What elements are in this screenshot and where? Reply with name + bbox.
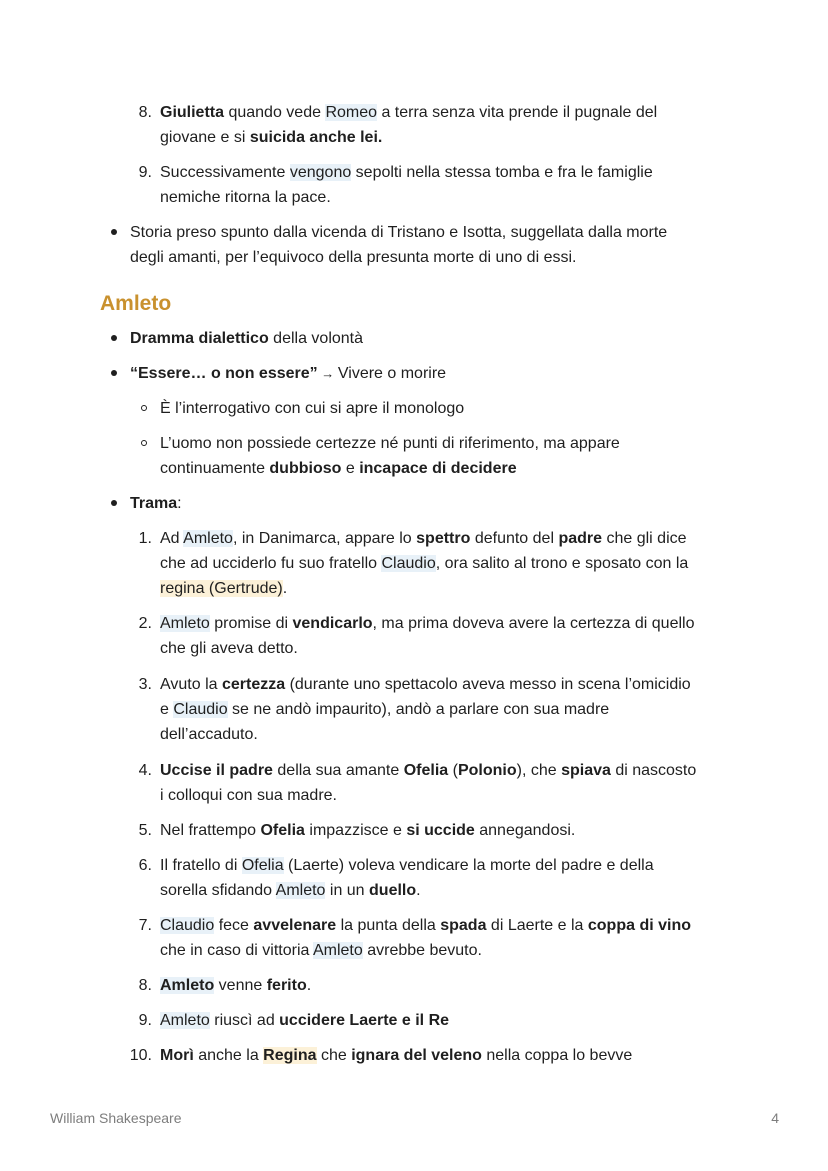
list-item-line: Successivamente vengono sepolti nella stessa tomba e fra le famiglie xyxy=(160,164,653,181)
list-item-line: Morì anche la Regina che ignara del veleno nella coppa lo bevve xyxy=(160,1047,633,1064)
list-item-line: sorella sfidando Amleto in un duello. xyxy=(160,882,421,899)
section-heading-amleto: Amleto xyxy=(100,292,172,315)
list-item-line: e Claudio se ne andò impaurito), andò a parlare con sua madre xyxy=(160,701,610,718)
list-number: 1. xyxy=(138,530,152,547)
list-number: 3. xyxy=(138,676,152,693)
bullet-dot xyxy=(111,370,117,376)
sub-bullet-text: È l’interrogativo con cui si apre il monologo xyxy=(160,400,465,417)
list-number: 6. xyxy=(138,857,152,874)
list-item-line: Uccise il padre della sua amante Ofelia (Polonio), che spiava di nascosto xyxy=(160,762,697,779)
list-item-line: Nel frattempo Ofelia impazzisce e si uccide annegandosi. xyxy=(160,822,576,839)
sub-bullet-circle xyxy=(141,405,147,411)
sub-bullet-circle xyxy=(141,440,147,446)
list-number: 8. xyxy=(138,104,152,121)
list-number: 8. xyxy=(138,977,152,994)
list-number: 10. xyxy=(129,1047,152,1064)
list-number: 5. xyxy=(138,822,152,839)
bullet-dot xyxy=(111,500,117,506)
list-item-line: i colloqui con sua madre. xyxy=(160,787,337,804)
list-item-line: Il fratello di Ofelia (Laerte) voleva vendicare la morte del padre e della xyxy=(160,857,654,874)
footer-author: William Shakespeare xyxy=(50,1110,182,1126)
bullet-text: Dramma dialettico della volontà xyxy=(130,330,364,347)
bullet-text: “Essere… o non essere” → Vivere o morire xyxy=(130,365,447,382)
list-item-line: Amleto riuscì ad uccidere Laerte e il Re xyxy=(160,1012,450,1029)
bullet-dot xyxy=(111,229,117,235)
bullet-dot xyxy=(111,335,117,341)
bullet-text: Storia preso spunto dalla vicenda di Tristano e Isotta, suggellata dalla morte xyxy=(130,224,668,241)
list-item-line: Giulietta quando vede Romeo a terra senza vita prende il pugnale del xyxy=(160,104,658,121)
list-number: 9. xyxy=(138,1012,152,1029)
list-number: 4. xyxy=(138,762,152,779)
bullet-text: Trama: xyxy=(130,495,182,512)
list-item-line: giovane e si suicida anche lei. xyxy=(160,129,383,146)
list-item-line: Ad Amleto, in Danimarca, appare lo spettro defunto del padre che gli dice xyxy=(160,530,687,547)
bullet-text: degli amanti, per l’equivoco della presunta morte di uno di essi. xyxy=(130,249,577,266)
list-item-line: regina (Gertrude). xyxy=(160,580,288,597)
list-item-line: Amleto venne ferito. xyxy=(160,977,312,994)
list-number: 7. xyxy=(138,917,152,934)
list-item-line: dell’accaduto. xyxy=(160,726,258,743)
arrow-icon: → xyxy=(317,366,338,381)
page-number: 4 xyxy=(771,1110,779,1126)
list-item-line: che in caso di vittoria Amleto avrebbe bevuto. xyxy=(160,942,482,959)
sub-bullet-text: continuamente dubbioso e incapace di decidere xyxy=(160,460,517,477)
list-item-line: nemiche ritorna la pace. xyxy=(160,189,331,206)
list-item-line: che ad ucciderlo fu suo fratello Claudio, ora salito al trono e sposato con la xyxy=(160,555,689,572)
list-item-line: Avuto la certezza (durante uno spettacolo aveva messo in scena l’omicidio xyxy=(160,676,691,693)
list-item-line: Amleto promise di vendicarlo, ma prima doveva avere la certezza di quello xyxy=(160,615,695,632)
list-number: 2. xyxy=(138,615,152,632)
sub-bullet-text: L’uomo non possiede certezze né punti di riferimento, ma appare xyxy=(160,435,620,452)
list-number: 9. xyxy=(138,164,152,181)
list-item-line: che gli aveva detto. xyxy=(160,640,298,657)
list-item-line: Claudio fece avvelenare la punta della spada di Laerte e la coppa di vino xyxy=(160,917,691,934)
